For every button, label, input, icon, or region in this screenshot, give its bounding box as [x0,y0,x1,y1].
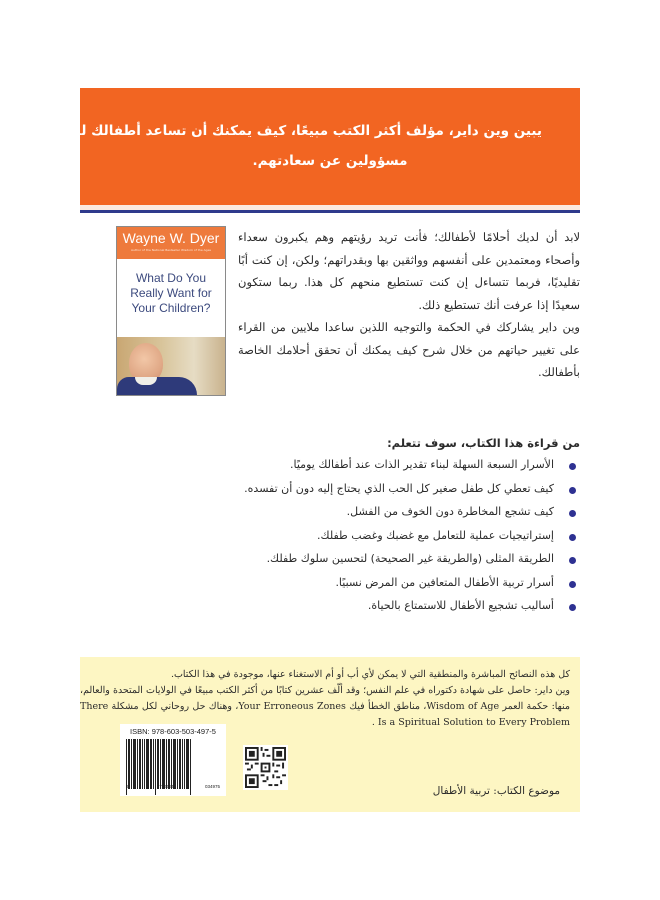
cover-title-line-2: Really Want for [130,286,212,300]
cover-title-line-3: Your Children? [131,301,211,315]
barcode-digit-prefix: 9 [126,784,129,789]
bullet-icon [569,581,576,588]
headline-line-1: يبين وين داير، مؤلف أكثر الكتب مبيعًا، كيف يمكنك أن تساعد أطفالك ليكونوا [41,123,542,139]
author-photo [117,337,226,395]
qr-code-icon [243,745,288,790]
learn-item [240,552,584,576]
isbn-number: ISBN: 978-603-503-497-5 [130,727,216,736]
learn-item-text: الأسرار السبعة السهلة لبناء تقدير الذات عند أطفالك يوميًا. [290,458,554,471]
learn-item-text: كيف تشجع المخاطرة دون الخوف من الفشل. [346,505,554,518]
bullet-icon [569,557,576,564]
bullet-icon [569,510,576,517]
learn-list [240,458,584,623]
bullet-icon [569,604,576,611]
cover-author-band [117,227,225,259]
headline-banner [41,88,580,205]
headline-line-2: مسؤولين عن سعادتهم. [252,153,408,169]
learn-item-text: كيف تعطي كل طفل صغير كل الحب الذي يحتاج إليه دون أن تفسده. [244,481,554,495]
learn-item [240,505,584,529]
cover-thumbnail [116,226,226,396]
info-line-1: كل هذه النصائح المباشرة والمنطقية التي لا يمكن لأي أب أو أم الاستغناء عنها، موجودة في هذا الكتاب. [170,669,570,680]
bullet-icon [569,487,576,494]
barcode-digit-group-2: 034975 [204,784,220,789]
barcode-digit-group-1: 786035 [159,784,175,789]
learn-item-text: أسرار تربية الأطفال المتعافين من المرض نسبيًا. [335,575,554,589]
bullet-icon [569,463,576,470]
author-sweater [117,377,197,395]
book-subject: موضوع الكتاب: تربية الأطفال [432,785,560,797]
isbn-barcode [120,724,226,796]
bullet-icon [569,534,576,541]
description-paragraph-1: لابد أن لديك أحلامًا لأطفالك؛ فأنت تريد رؤيتهم وهم يكبرون سعداء وأصحاء ومعتمدين على أنفسهم وواثقين بها وبقدراتهم؛ ولكن، إن كنت أبًا تقليديًا، فربما تتساءل إن كنت تستطيع منحهم كل هذا. ربما ستكون سعيدًا إذا عرفت أنك تستطيع ذلك. [238,230,580,312]
learn-item [240,576,584,600]
author-info-box [80,657,580,812]
divider-blue [80,210,580,213]
learn-item [240,482,584,506]
learn-item-text: إستراتيجيات عملية للتعامل مع غضبك وغضب طفلك. [317,528,554,542]
cover-author: Wayne W. Dyer [122,230,220,246]
cover-subtitle: Author of the National Bestseller Wisdom of the Ages [131,248,211,252]
learn-item [240,529,584,553]
cover-title [117,259,225,339]
book-description [238,226,580,384]
learn-heading: من قراءة هذا الكتاب، سوف تتعلم: [387,436,580,450]
learn-item [240,599,584,623]
cover-title-line-1: What Do You [135,271,207,285]
barcode-bars-icon [126,739,220,789]
description-paragraph-2: وين داير يشاركك في الحكمة والتوجيه اللذين ساعدا ملايين من القراء على تغيير حياتهم من خلال شرح كيف يمكنك أن تحقق أحلامك الخاصة بأطفالك. [238,320,580,379]
learn-item-text: أساليب تشجيع الأطفال للاستمتاع بالحياة. [367,599,554,612]
info-line-2: وين داير: حاصل على شهادة دكتوراه في علم النفس؛ وقد ألّف عشرين كتابًا من أكثر الكتب مبيعًا في الولايات المتحدة والعالم، منها: حكمة العمر Wisdom of Age، مناطق الخطأ فيك Your Erroneous Zones، وهناك حل روحاني لكل مشكلة There Is a Spiritual Solution to Every Problem . [80,685,570,728]
author-info-text [80,667,570,731]
learn-item-text: الطريقة المثلى (والطريقة غير الصحيحة) لتحسين سلوك طفلك. [266,552,554,565]
learn-item [240,458,584,482]
